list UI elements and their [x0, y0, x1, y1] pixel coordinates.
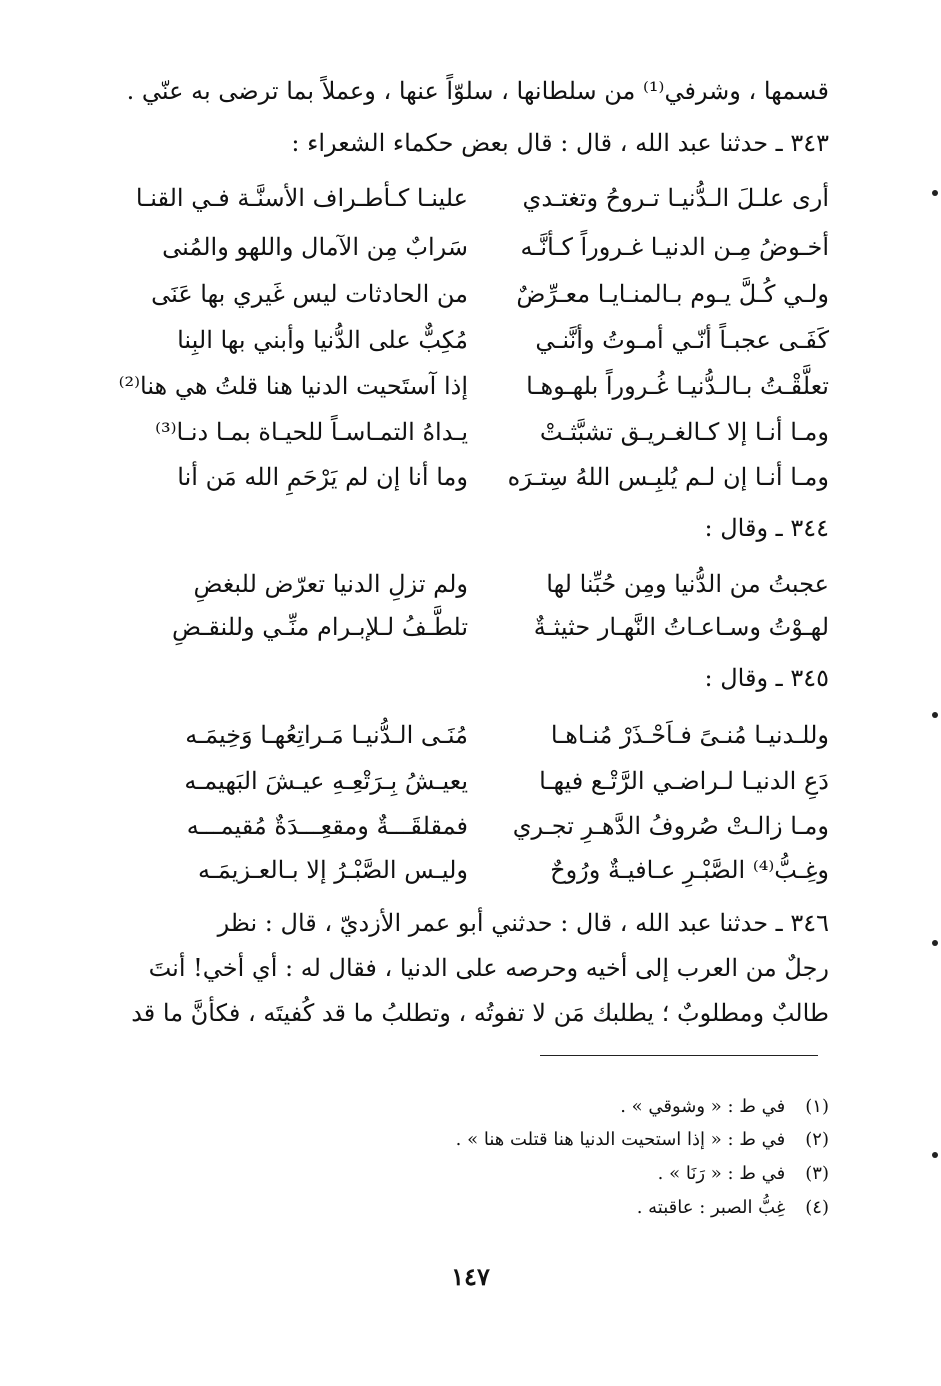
footnote-text: غِبُّ الصبر : عاقبته .	[636, 1197, 786, 1218]
verse-left: من الحادثات ليس غَيري بها عَنَى	[151, 280, 468, 308]
footnote-number: (١)	[805, 1096, 829, 1117]
verse-left: علينـا كـأطـراف الأسنَّـة فـي القنـا	[135, 184, 468, 212]
page-number: ١٤٧	[451, 1262, 490, 1291]
verse-right: عجبتُ من الدُّنيا ومِن حُبِّنا لها	[546, 570, 829, 598]
footnote-divider	[540, 1055, 818, 1056]
section-345-heading: ٣٤٥ ـ وقال :	[704, 664, 829, 692]
margin-mark	[932, 712, 938, 718]
margin-mark	[932, 1152, 938, 1158]
verse-left: مُنَـى الـدُّنيـا مَـراتِعُهـا وَخِيمَـه	[185, 721, 468, 749]
verse-right: ومـا أنـا إن لـم يُلبِـس اللهُ سِتـرَه	[507, 463, 829, 491]
paragraph-line: ٣٤٦ ـ حدثنا عبد الله ، قال : حدثني أبو عمر الأزديّ ، قال : نظر	[217, 909, 829, 937]
verse-left: مُكِبٌّ على الدُّنيا وأبني بها البِنا	[177, 326, 468, 354]
verse-left: إذا آستَحيت الدنيا هنا قلتُ هي هنا⁽²⁾	[118, 372, 468, 400]
margin-mark	[932, 190, 938, 196]
footnote-3	[229, 1159, 829, 1189]
paragraph-line: قسمها ، وشرفي⁽¹⁾ من سلطانها ، سلوّاً عنها ، وعملاً بما ترضى به عنّي .	[126, 77, 829, 105]
footnote-2	[229, 1125, 829, 1155]
verse-right: دَعِ الدنيـا لـراضـي الرَّتْـع فيهـا	[539, 767, 829, 795]
verse-right: تعلَّقْـتُ بـالـدُّنيـا غُـروراً بلهـوهـا	[526, 372, 829, 400]
verse-right: ومـا زالـتْ صُروفُ الدَّهـرِ تجـري	[512, 812, 829, 840]
verse-left: تلطَّـفُ لـلإبـرام منِّـي وللنقـضِ	[171, 613, 468, 641]
verse-right: أرى علـلَ الـدُّنيـا تـروحُ وتغتـدي	[522, 184, 829, 212]
footnote-4	[229, 1193, 829, 1223]
verse-left: سَرابٌ مِن الآمال واللهو والمُنى	[162, 233, 468, 261]
verse-left: يعيـشُ بِـرَتْعِـهِ عيـشَ البَهيمـه	[184, 767, 468, 795]
section-344-heading: ٣٤٤ ـ وقال :	[704, 514, 829, 542]
verse-right: أخـوضُ مِـن الدنيـا غـروراً كـأنَّـه	[520, 233, 829, 261]
verse-right: لهـوْتُ وسـاعـاتُ النَّهـار حثيثـةٌ	[533, 613, 829, 641]
verse-right: ومـا أنـا إلا كـالغـريـق تشبَّثـتْ	[539, 418, 829, 446]
verse-left: يـداهُ التمـاسـاً للحيـاة بمـا دنـا⁽³⁾	[155, 418, 468, 446]
footnote-number: (٣)	[805, 1163, 829, 1184]
section-343-heading: ٣٤٣ ـ حدثنا عبد الله ، قال : قال بعض حكماء الشعراء :	[291, 129, 829, 157]
margin-mark	[932, 940, 938, 946]
verse-right: وغِـبُّ⁽⁴⁾ الصَّبْـرِ عـافيـةٌ ورُوحٌ	[550, 856, 829, 884]
footnote-text: في ط : « وشوقي » .	[620, 1096, 786, 1117]
verse-left: ولم تزلِ الدنيا تعرّض للبغضِ	[193, 570, 468, 598]
footnote-1	[229, 1092, 829, 1122]
footnote-number: (٤)	[805, 1197, 829, 1218]
paragraph-line: طالبٌ ومطلوبٌ ؛ يطلبك مَن لا تفوتُه ، وتطلبُ ما قد كُفيتَه ، فكأنَّ ما قد	[131, 999, 829, 1027]
verse-right: كَفَـى عجبـاً أنّـي أمـوتُ وأنَّنـي	[535, 326, 829, 354]
verse-right: وللـدنيـا مُنـىً فـاَحْـذَرْ مُنـاهـا	[550, 721, 829, 749]
footnote-text: في ط : « إذا استحيت الدنيا هنا قتلت هنا » .	[455, 1129, 786, 1150]
verse-left: وما أنا إن لم يَرْحَمِ الله مَن أنا	[177, 463, 468, 491]
verse-left: فمقلقَـــةٌ ومقعِـــدَةٌ مُقيمـــه	[186, 812, 468, 840]
paragraph-line: رجلٌ من العرب إلى أخيه وحرصه على الدنيا ، فقال له : أي أخي! أنتَ	[148, 954, 829, 982]
footnote-number: (٢)	[805, 1129, 829, 1150]
footnote-text: في ط : « رَنَا » .	[657, 1163, 786, 1184]
verse-right: ولـي كُـلَّ يـوم بـالمنـايـا معـرِّضٌ	[516, 280, 829, 308]
verse-left: وليـس الصَّبْـرُ إلا بـالعـزيمَـه	[198, 856, 468, 884]
